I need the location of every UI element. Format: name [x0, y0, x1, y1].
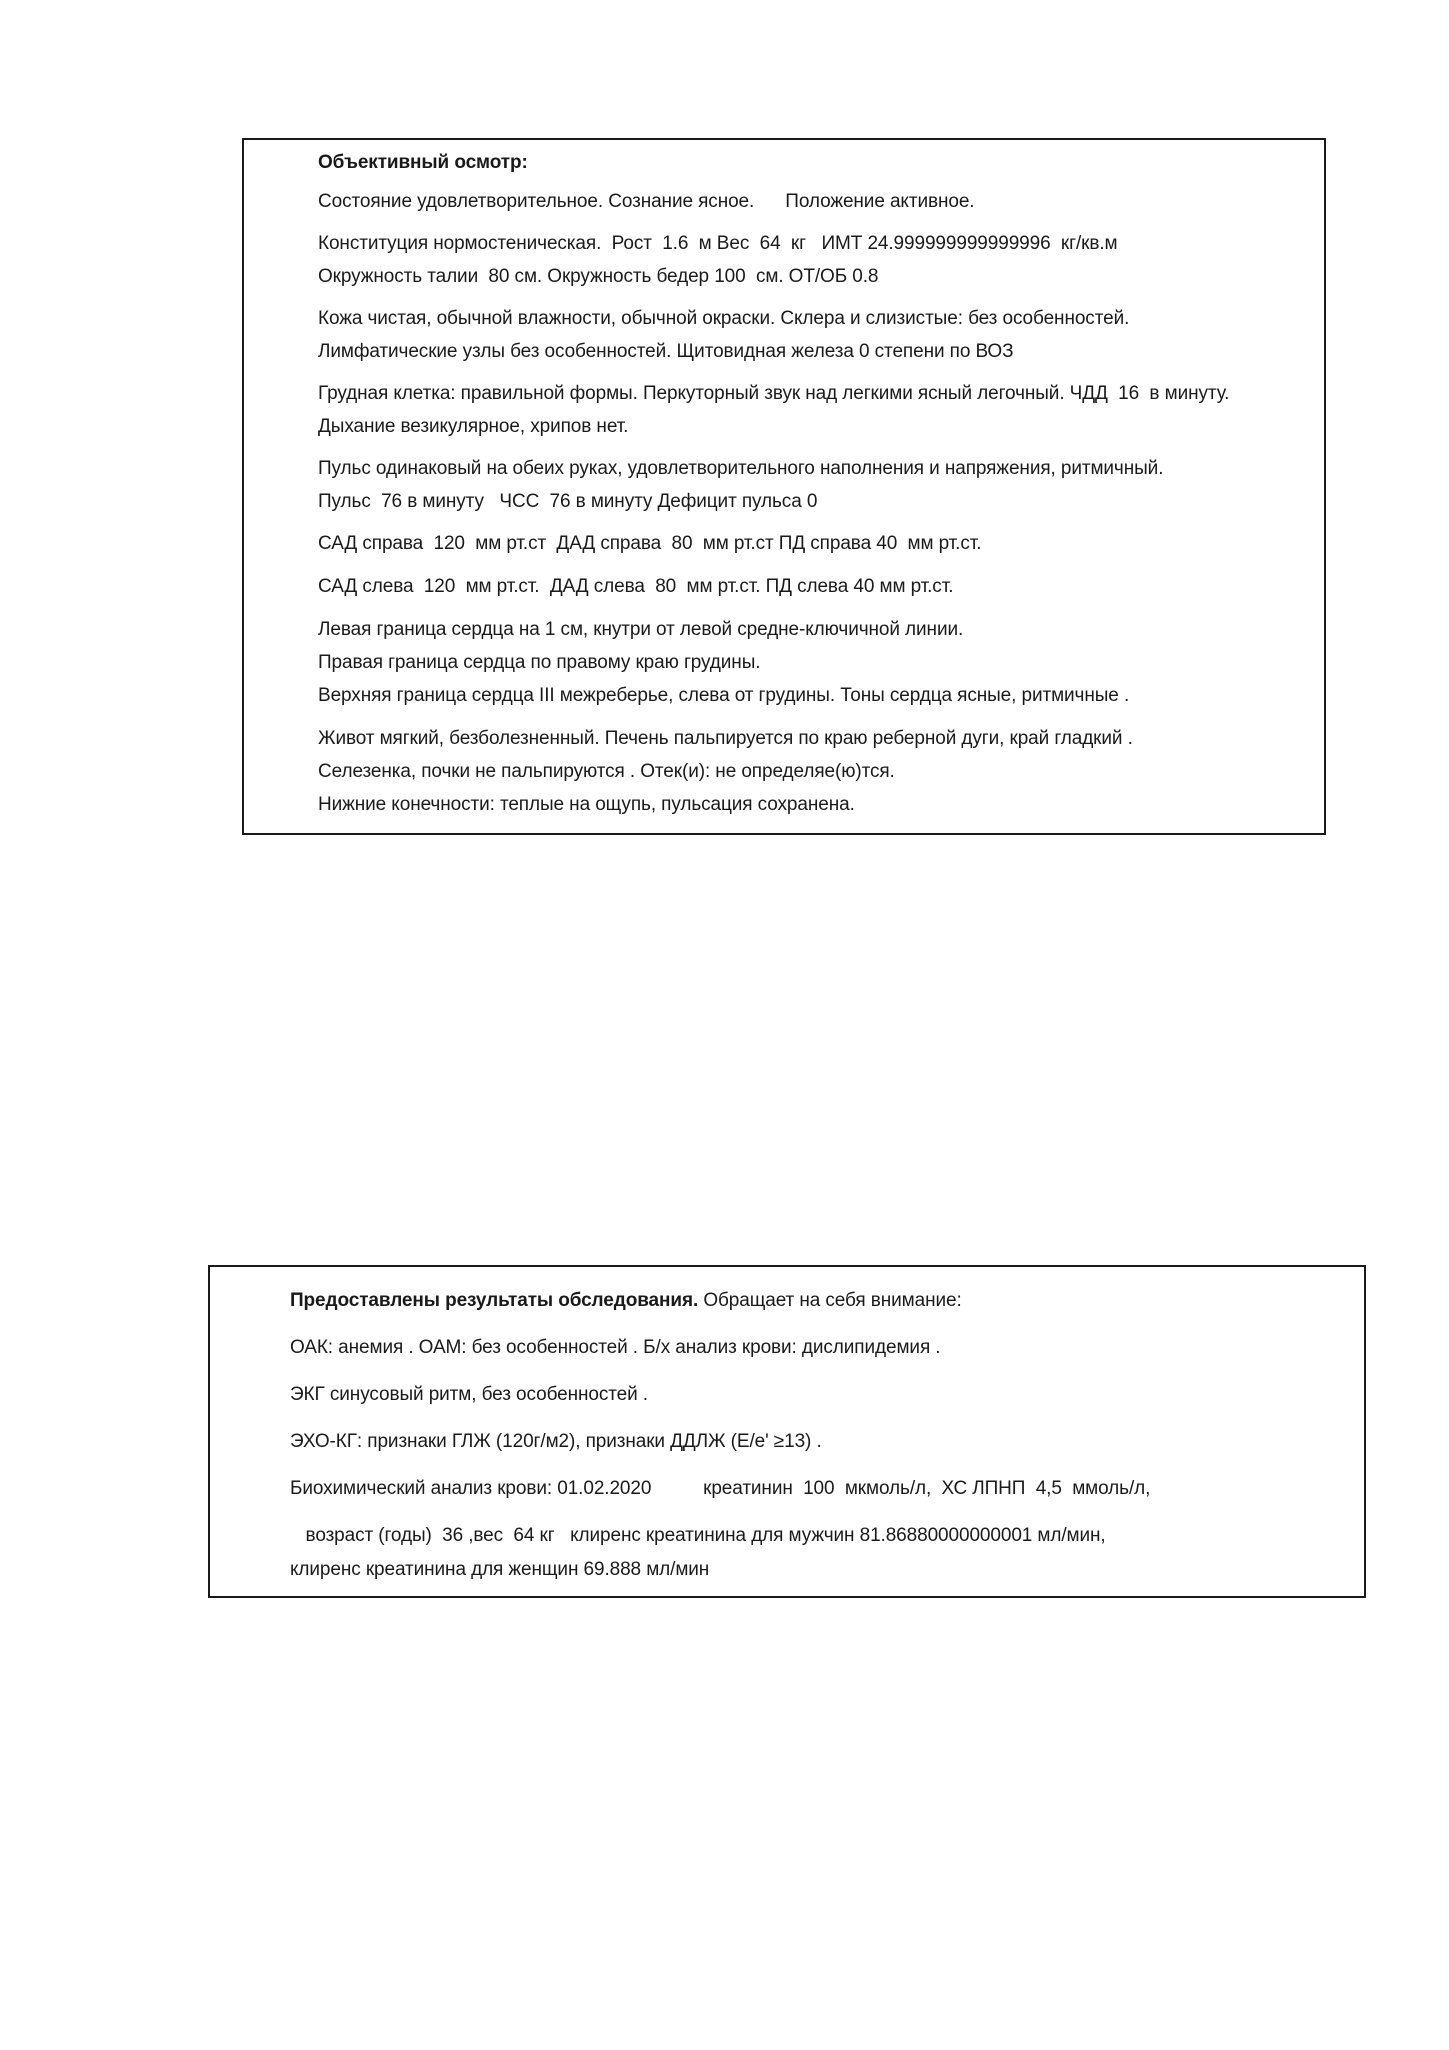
exam-line: Пульс одинаковый на обеих руках, удовлетворительного наполнения и напряжения, ритмичный.	[318, 458, 1164, 479]
results-line: ЭХО-КГ: признаки ГЛЖ (120г/м2), признаки ДДЛЖ (E/e' ≥13) .	[290, 1431, 822, 1452]
exam-line: Грудная клетка: правильной формы. Перкуторный звук над легкими ясный легочный. ЧДД 16 в минуту.	[318, 383, 1230, 404]
exam-line: Пульс 76 в минуту ЧСС 76 в минуту Дефицит пульса 0	[318, 491, 818, 512]
exam-results-box	[208, 1265, 1366, 1598]
exam-line: Конституция нормостеническая. Рост 1.6 м Вес 64 кг ИМТ 24.999999999999996 кг/кв.м	[318, 233, 1118, 254]
exam-line: Кожа чистая, обычной влажности, обычной окраски. Склера и слизистые: без особенностей.	[318, 308, 1130, 329]
exam-line: Живот мягкий, безболезненный. Печень пальпируется по краю реберной дуги, край гладкий .	[318, 728, 1133, 749]
exam-line: Верхняя граница сердца III межреберье, слева от грудины. Тоны сердца ясные, ритмичные .	[318, 685, 1130, 706]
exam-line: Правая граница сердца по правому краю грудины.	[318, 652, 761, 673]
exam-line: САД справа 120 мм рт.ст ДАД справа 80 мм рт.ст ПД справа 40 мм рт.ст.	[318, 533, 982, 554]
exam-line: САД слева 120 мм рт.ст. ДАД слева 80 мм рт.ст. ПД слева 40 мм рт.ст.	[318, 576, 954, 597]
exam-line: Лимфатические узлы без особенностей. Щитовидная железа 0 степени по ВОЗ	[318, 341, 1014, 362]
results-title-bold: Предоставлены результаты обследования.	[290, 1290, 699, 1311]
exam-line: Нижние конечности: теплые на ощупь, пульсация сохранена.	[318, 794, 855, 815]
exam-line: Состояние удовлетворительное. Сознание ясное. Положение активное.	[318, 191, 975, 212]
results-line: ЭКГ синусовый ритм, без особенностей .	[290, 1384, 648, 1405]
exam-line: Селезенка, почки не пальпируются . Отек(и): не определяе(ю)тся.	[318, 761, 895, 782]
results-title	[290, 1290, 962, 1312]
objective-exam-box	[242, 138, 1326, 835]
exam-line: Окружность талии 80 см. Окружность бедер 100 см. ОТ/ОБ 0.8	[318, 266, 879, 287]
results-title-rest: Обращает на себя внимание:	[698, 1290, 962, 1311]
exam-line: Левая граница сердца на 1 см, кнутри от левой средне-ключичной линии.	[318, 619, 964, 640]
results-line: клиренс креатинина для женщин 69.888 мл/мин	[290, 1559, 710, 1580]
results-line: возраст (годы) 36 ,вес 64 кг клиренс креатинина для мужчин 81.86880000000001 мл/мин,	[290, 1525, 1106, 1546]
results-line: ОАК: анемия . ОАМ: без особенностей . Б/х анализ крови: дислипидемия .	[290, 1337, 941, 1358]
exam-line: Дыхание везикулярное, хрипов нет.	[318, 416, 629, 437]
exam-title: Объективный осмотр:	[318, 152, 528, 173]
results-line: Биохимический анализ крови: 01.02.2020 креатинин 100 мкмоль/л, ХС ЛПНП 4,5 ммоль/л,	[290, 1478, 1151, 1499]
